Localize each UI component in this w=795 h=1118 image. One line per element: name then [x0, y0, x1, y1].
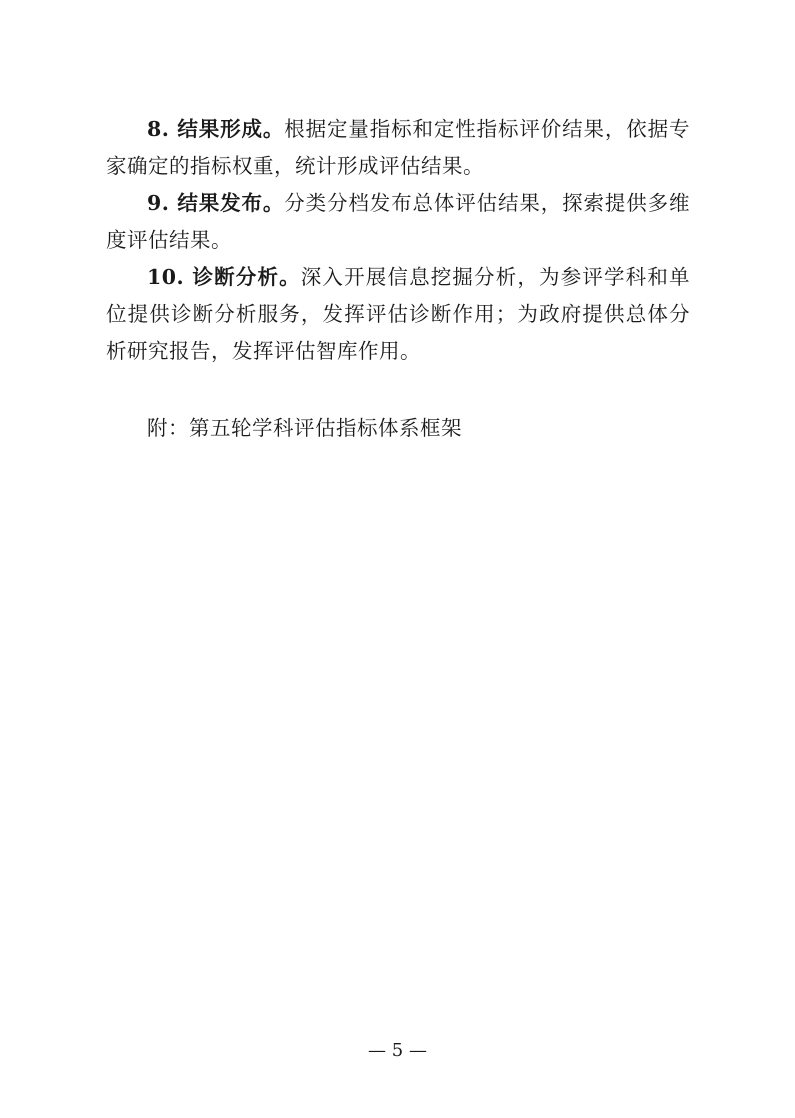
paragraph-result-release [106, 185, 690, 259]
page-number: — 5 — [368, 1040, 427, 1061]
paragraph-heading: 9. 结果发布。 [147, 191, 285, 215]
paragraph-heading: 10. 诊断分析。 [147, 265, 301, 289]
paragraph-heading: 8. 结果形成。 [147, 117, 285, 141]
paragraph-body: 根据定量指标和定性指标评价结果，依据专家确定的指标权重，统计形成评估结果。 [106, 117, 690, 178]
appendix-note: 附：第五轮学科评估指标体系框架 [147, 416, 462, 440]
paragraph-diagnostic-analysis [106, 259, 690, 370]
paragraph-body: 深入开展信息挖掘分析，为参评学科和单位提供诊断分析服务，发挥评估诊断作用；为政府提供总体分析研究报告，发挥评估智库作用。 [106, 265, 690, 363]
paragraph-result-formation [106, 111, 690, 185]
paragraph-body: 分类分档发布总体评估结果，探索提供多维度评估结果。 [106, 191, 690, 252]
